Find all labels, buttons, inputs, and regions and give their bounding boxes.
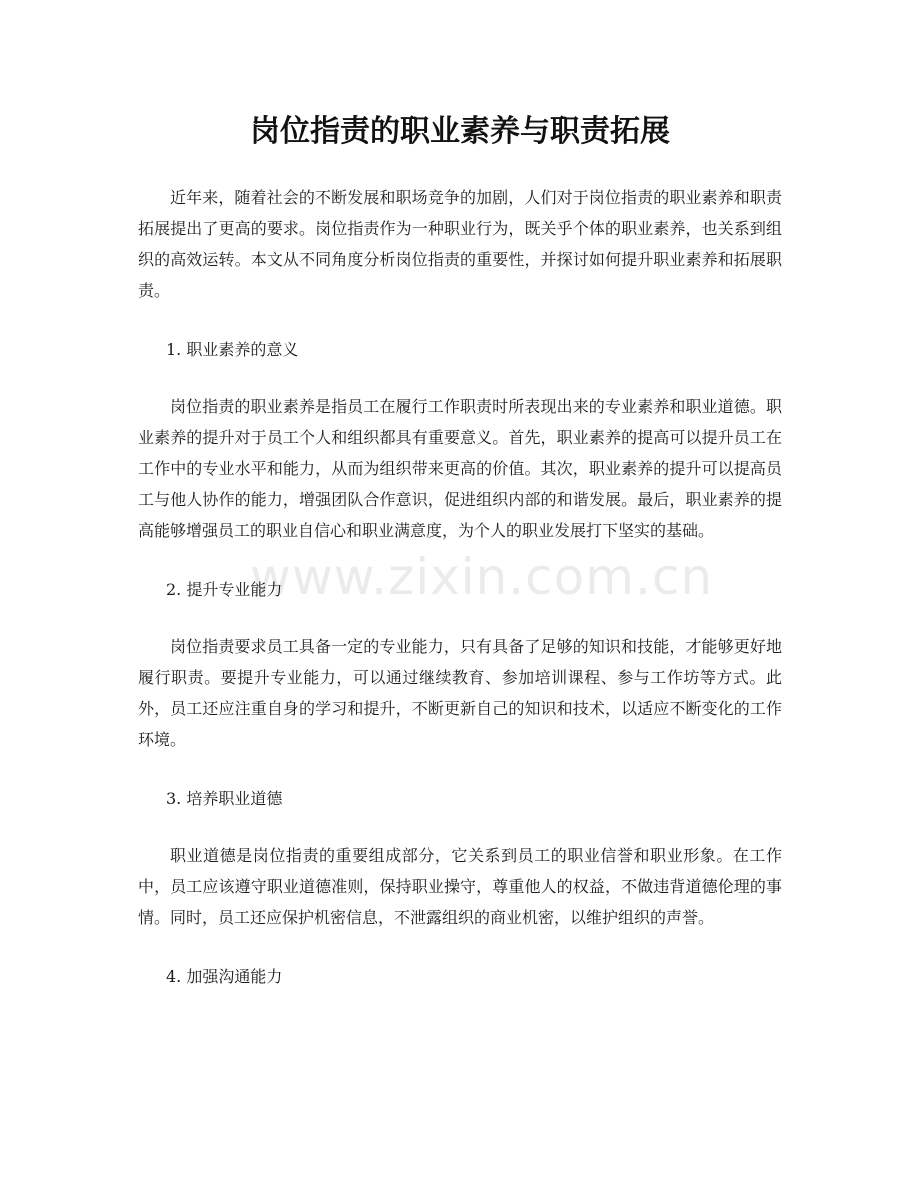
- section-body-2: 岗位指责要求员工具备一定的专业能力，只有具备了足够的知识和技能，才能够更好地履行职责。要提升专业能力，可以通过继续教育、参加培训课程、参与工作坊等方式。此外，员工还应注重自身的学习和提升，不断更新自己的知识和技术，以适应不断变化的工作环境。: [138, 637, 782, 749]
- section-heading-4: 4. 加强沟通能力: [166, 967, 283, 986]
- document-title: 岗位指责的职业素养与职责拓展: [250, 114, 670, 149]
- section-heading-3: 3. 培养职业道德: [166, 789, 283, 808]
- section-body-3: 职业道德是岗位指责的重要组成部分，它关系到员工的职业信誉和职业形象。在工作中，员工应该遵守职业道德准则，保持职业操守，尊重他人的权益，不做违背道德伦理的事情。同时，员工还应保护机密信息，不泄露组织的商业机密，以维护组织的声誉。: [138, 846, 782, 927]
- intro-paragraph: 近年来，随着社会的不断发展和职场竞争的加剧，人们对于岗位指责的职业素养和职责拓展提出了更高的要求。岗位指责作为一种职业行为，既关乎个体的职业素养，也关系到组织的高效运转。本文从不同角度分析岗位指责的重要性，并探讨如何提升职业素养和拓展职责。: [138, 188, 782, 300]
- section-body-1: 岗位指责的职业素养是指员工在履行工作职责时所表现出来的专业素养和职业道德。职业素养的提升对于员工个人和组织都具有重要意义。首先，职业素养的提高可以提升员工在工作中的专业水平和能力，从而为组织带来更高的价值。其次，职业素养的提升可以提高员工与他人协作的能力，增强团队合作意识，促进组织内部的和谐发展。最后，职业素养的提高能够增强员工的职业自信心和职业满意度，为个人的职业发展打下坚实的基础。: [138, 397, 782, 540]
- section-heading-1: 1. 职业素养的意义: [166, 340, 299, 359]
- watermark-text: www.zixin.com.cn: [250, 548, 714, 606]
- document-body: [138, 182, 782, 992]
- section-heading-2: 2. 提升专业能力: [166, 580, 283, 599]
